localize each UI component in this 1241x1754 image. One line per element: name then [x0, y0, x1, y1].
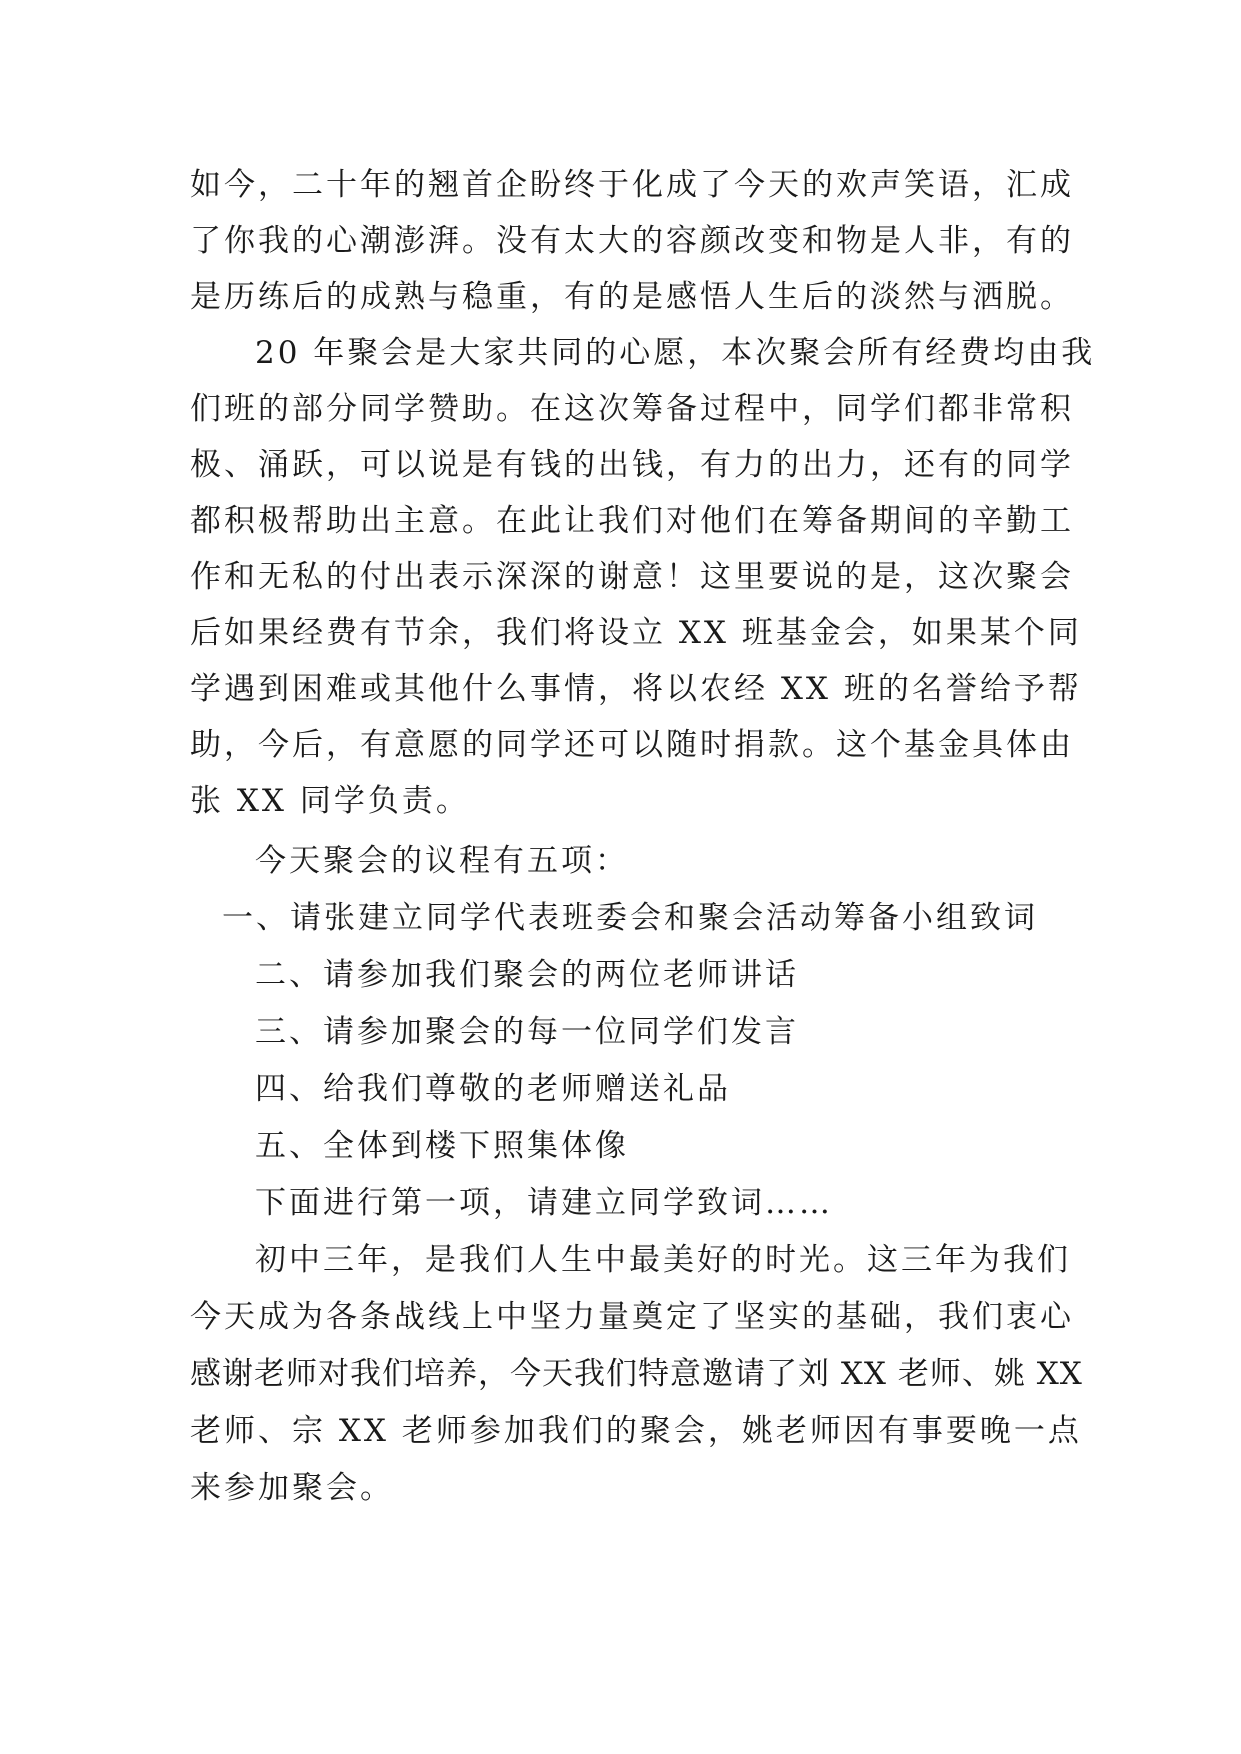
text-line-12: 张 XX 同学负责。 — [190, 783, 470, 819]
agenda-item-3: 三、请参加聚会的每一位同学们发言 — [255, 1014, 799, 1050]
text-line-20: 初中三年，是我们人生中最美好的时光。这三年为我们 — [255, 1242, 1071, 1278]
agenda-item-1: 一、请张建立同学代表班委会和聚会活动筹备小组致词 — [222, 900, 1038, 936]
text-line-10: 学遇到困难或其他什么事情，将以农经 XX 班的名誉给予帮 — [190, 671, 1082, 707]
text-line-2: 了你我的心潮澎湃。没有太大的容颜改变和物是人非，有的 — [190, 223, 1074, 259]
text-line-22: 感谢老师对我们培养，今天我们特意邀请了刘 XX 老师、姚 XX — [190, 1356, 1083, 1392]
agenda-item-4: 四、给我们尊敬的老师赠送礼品 — [255, 1071, 731, 1107]
text-line-4: 20 年聚会是大家共同的心愿，本次聚会所有经费均由我 — [255, 335, 1096, 371]
agenda-next: 下面进行第一项，请建立同学致词…… — [255, 1185, 833, 1221]
text-line-23: 老师、宗 XX 老师参加我们的聚会，姚老师因有事要晚一点 — [190, 1413, 1082, 1449]
text-line-24: 来参加聚会。 — [190, 1470, 394, 1506]
text-line-6: 极、涌跃，可以说是有钱的出钱，有力的出力，还有的同学 — [190, 447, 1074, 483]
text-line-21: 今天成为各条战线上中坚力量奠定了坚实的基础，我们衷心 — [190, 1299, 1074, 1335]
text-line-8: 作和无私的付出表示深深的谢意！这里要说的是，这次聚会 — [190, 559, 1074, 595]
text-line-3: 是历练后的成熟与稳重，有的是感悟人生后的淡然与洒脱。 — [190, 279, 1074, 315]
text-line-9: 后如果经费有节余，我们将设立 XX 班基金会，如果某个同 — [190, 615, 1082, 651]
text-line-7: 都积极帮助出主意。在此让我们对他们在筹备期间的辛勤工 — [190, 503, 1074, 539]
agenda-item-2: 二、请参加我们聚会的两位老师讲话 — [255, 957, 799, 993]
text-line-11: 助，今后，有意愿的同学还可以随时捐款。这个基金具体由 — [190, 727, 1074, 763]
agenda-intro: 今天聚会的议程有五项： — [255, 843, 629, 879]
agenda-item-5: 五、全体到楼下照集体像 — [255, 1128, 629, 1164]
text-line-1: 如今，二十年的翘首企盼终于化成了今天的欢声笑语，汇成 — [190, 167, 1074, 203]
text-line-5: 们班的部分同学赞助。在这次筹备过程中，同学们都非常积 — [190, 391, 1074, 427]
